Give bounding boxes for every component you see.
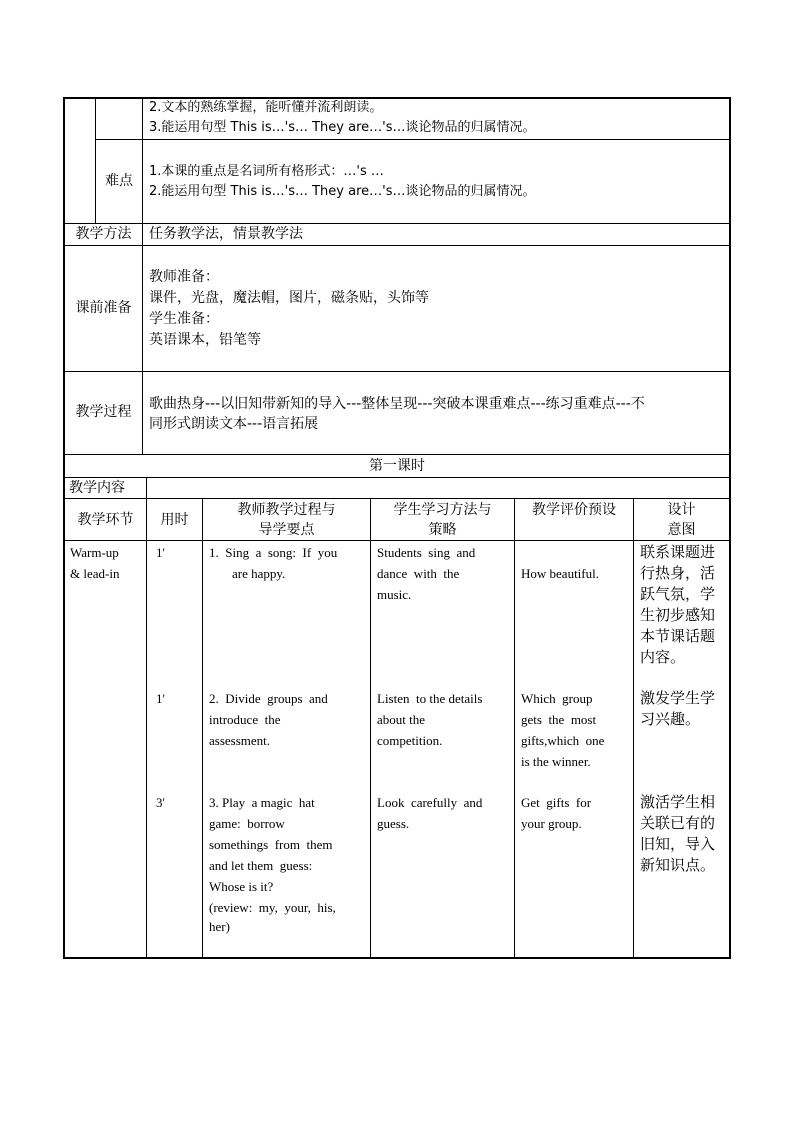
difficulty-line-1: 1.本课的重点是名词所有格形式：…'s … bbox=[149, 164, 384, 179]
method-label: 教学方法 bbox=[75, 226, 132, 242]
process-line-1: 歌曲热身---以旧知带新知的导入---整体呈现---突破本课重难点---练习重难点---不 bbox=[149, 396, 645, 412]
prep-label: 课前准备 bbox=[75, 300, 132, 316]
student-line: dance with the bbox=[377, 566, 460, 581]
student-line: Listen to the details bbox=[377, 691, 483, 706]
teacher-line: her) bbox=[209, 919, 230, 934]
teacher-line: introduce the bbox=[209, 712, 281, 727]
design-line: 习兴趣。 bbox=[640, 710, 701, 728]
eval-line: gets the most bbox=[521, 712, 597, 727]
design-line: 生初步感知 bbox=[640, 606, 716, 624]
prep-line: 教师准备： bbox=[149, 269, 219, 285]
teacher-line: are happy. bbox=[232, 566, 286, 581]
eval-line: is the winner. bbox=[521, 754, 591, 769]
eval-line: Get gifts for bbox=[521, 795, 592, 810]
student-line: Students sing and bbox=[377, 545, 476, 560]
header-design: 设计 bbox=[667, 502, 696, 518]
student-line: competition. bbox=[377, 733, 443, 748]
step-time: 3' bbox=[156, 795, 165, 810]
teacher-line: 3. Play a magic hat bbox=[209, 795, 315, 810]
header-student: 策略 bbox=[428, 522, 457, 538]
key-point-line-2: 2.文本的熟练掌握，能听懂并流利朗读。 bbox=[149, 100, 383, 115]
design-line: 跃气氛，学 bbox=[640, 585, 716, 603]
design-line: 激发学生学 bbox=[640, 689, 716, 707]
method-value: 任务教学法，情景教学法 bbox=[149, 226, 303, 242]
header-student: 学生学习方法与 bbox=[393, 502, 492, 518]
content-label: 教学内容 bbox=[69, 480, 125, 496]
design-line: 关联已有的 bbox=[640, 814, 716, 832]
difficulty-label: 难点 bbox=[105, 173, 133, 189]
eval-line: your group. bbox=[521, 816, 582, 831]
student-line: Look carefully and bbox=[377, 795, 483, 810]
design-line: 联系课题进 bbox=[640, 543, 716, 561]
student-line: guess. bbox=[377, 816, 410, 831]
prep-line: 学生准备： bbox=[149, 311, 219, 327]
design-line: 新知识点。 bbox=[640, 856, 716, 874]
difficulty-line-2: 2.能运用句型 This is…'s… They are…'s…谈论物品的归属情况。 bbox=[149, 184, 536, 199]
teacher-line: 2. Divide groups and bbox=[209, 691, 328, 706]
design-line: 本节课话题 bbox=[640, 627, 716, 645]
design-line: 旧知，导入 bbox=[640, 835, 716, 853]
prep-line: 英语课本，铅笔等 bbox=[149, 332, 261, 348]
phase-label: Warm-up bbox=[70, 545, 119, 560]
header-teacher: 导学要点 bbox=[258, 522, 315, 538]
eval-line: How beautiful. bbox=[521, 566, 599, 581]
process-label: 教学过程 bbox=[75, 404, 132, 420]
student-line: music. bbox=[377, 587, 412, 602]
design-line: 行热身，活 bbox=[640, 564, 716, 582]
design-line: 内容。 bbox=[640, 648, 686, 666]
teacher-line: 1. Sing a song: If you bbox=[209, 545, 338, 560]
phase-label: & lead-in bbox=[70, 566, 120, 581]
teacher-line: and let them guess: bbox=[209, 858, 313, 873]
step-time: 1' bbox=[156, 691, 165, 706]
header-time: 用时 bbox=[160, 512, 189, 528]
teacher-line: assessment. bbox=[209, 733, 271, 748]
prep-line: 课件，光盘，魔法帽，图片，磁条贴，头饰等 bbox=[149, 290, 429, 306]
header-eval: 教学评价预设 bbox=[532, 502, 616, 518]
teacher-line: Whose is it? bbox=[209, 879, 274, 894]
header-design: 意图 bbox=[667, 522, 696, 538]
design-line: 激活学生相 bbox=[640, 793, 716, 811]
lesson-title: 第一课时 bbox=[369, 458, 425, 474]
eval-line: gifts,which one bbox=[521, 733, 605, 748]
teacher-line: somethings from them bbox=[209, 837, 333, 852]
header-teacher: 教师教学过程与 bbox=[237, 502, 336, 518]
step-time: 1' bbox=[156, 545, 165, 560]
teacher-line: (review: my, your, his, bbox=[209, 900, 336, 915]
teacher-line: game: borrow bbox=[209, 816, 285, 831]
eval-line: Which group bbox=[521, 691, 593, 706]
key-point-line-3: 3.能运用句型 This is…'s… They are…'s…谈论物品的归属情况。 bbox=[149, 120, 536, 135]
header-phase: 教学环节 bbox=[77, 512, 134, 528]
process-line-2: 同形式朗读文本---语言拓展 bbox=[149, 416, 319, 432]
student-line: about the bbox=[377, 712, 426, 727]
